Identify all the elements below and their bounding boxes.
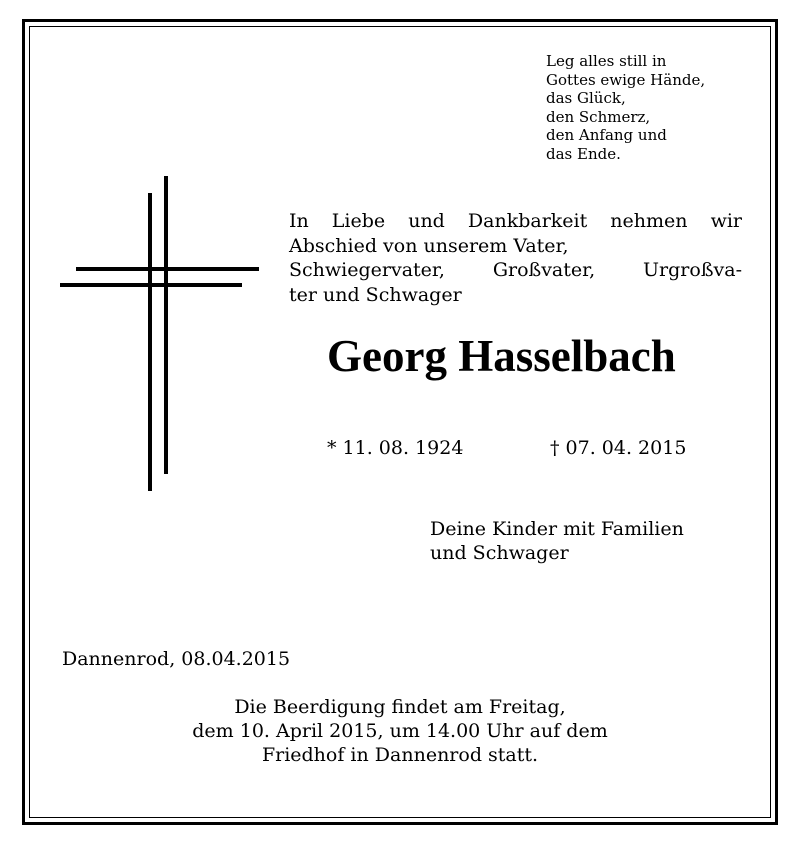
cross-post-left [148,193,152,491]
mourners-line: Deine Kinder mit Familien [430,518,684,540]
funeral-line: dem 10. April 2015, um 14.00 Uhr auf dem [192,720,608,742]
poem-line: den Schmerz, [546,107,651,126]
poem-line: das Ende. [546,144,621,163]
poem-verse [546,52,705,163]
funeral-notice [100,695,700,767]
intro-line-4: ter und Schwager [289,283,462,306]
intro-line-1: In Liebe und Dankbarkeit nehmen wir [289,210,742,232]
deceased-name: Georg Hasselbach [327,331,676,381]
intro-text [289,209,742,307]
funeral-line: Friedhof in Dannenrod statt. [261,744,539,766]
birth-date: * 11. 08. 1924 [327,437,464,459]
poem-line: Leg alles still in [546,52,667,70]
poem-line: den Anfang und [546,126,667,144]
funeral-line: Die Beerdigung findet am Freitag, [234,696,566,718]
poem-line: das Glück, [546,89,626,107]
death-date: † 07. 04. 2015 [550,437,687,459]
mourners-signature [430,517,684,565]
intro-line-2: Abschied von unserem Vater, [289,234,569,257]
place-date: Dannenrod, 08.04.2015 [62,648,291,670]
cross-icon [60,176,260,492]
cross-post-right [164,176,168,474]
mourners-line: und Schwager [430,542,569,564]
poem-line: Gottes ewige Hände, [546,70,706,89]
intro-line-3: Schwiegervater, Großvater, Urgroßva- [289,259,742,281]
